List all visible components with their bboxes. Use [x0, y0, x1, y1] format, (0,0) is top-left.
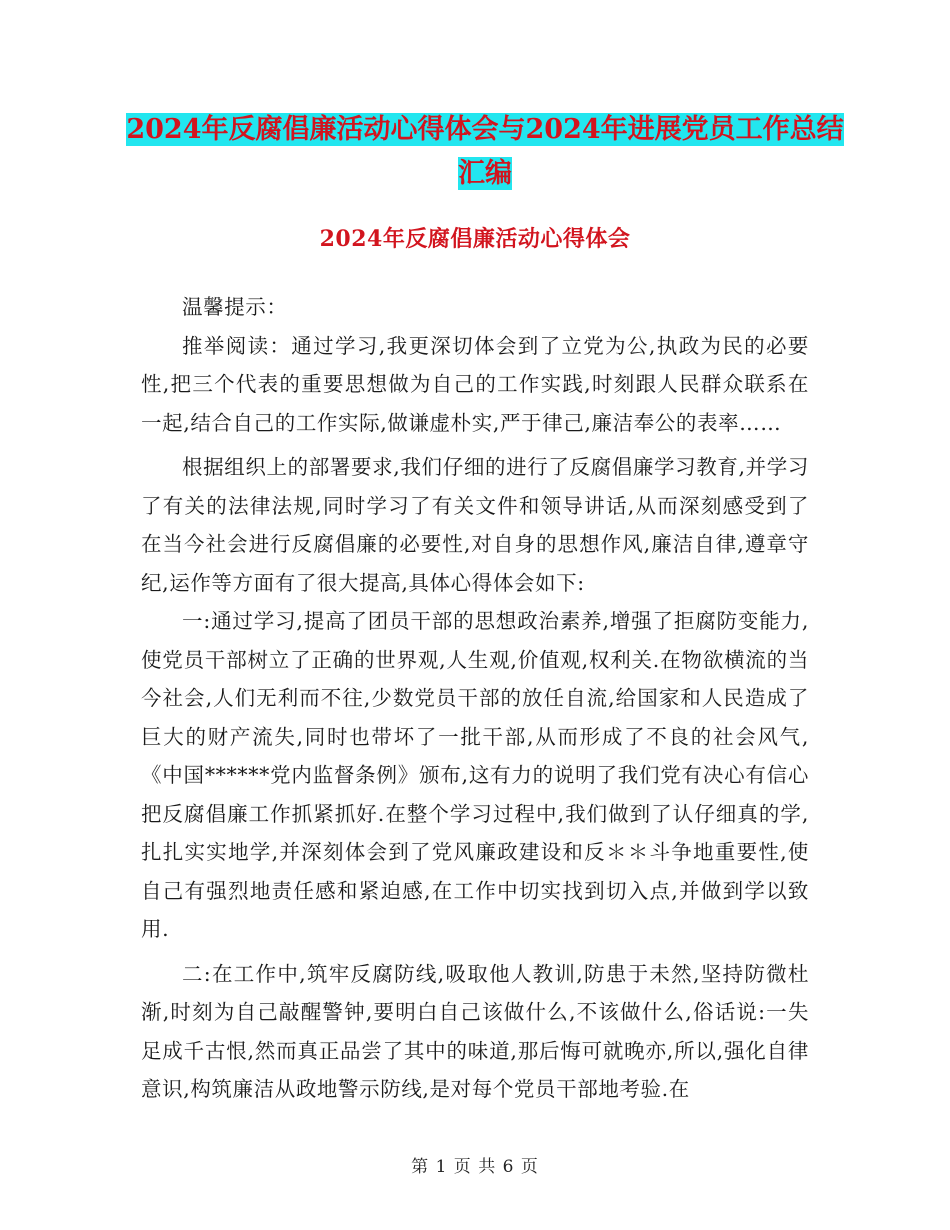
- document-title-text: 2024年反腐倡廉活动心得体会与2024年进展党员工作总结汇编: [126, 114, 844, 189]
- document-body: [141, 288, 809, 1109]
- paragraph-intro: 根据组织上的部署要求,我们仔细的进行了反腐倡廉学习教育,并学习了有关的法律法规,同时学习了有关文件和领导讲话,从而深刻感受到了在当今社会进行反腐倡廉的必要性,对自身的思想作风,廉洁自律,遵章守纪,运作等方面有了很大提高,具体心得体会如下:: [141, 455, 809, 595]
- document-title: [120, 108, 850, 196]
- paragraph-point-one: 一:通过学习,提高了团员干部的思想政治素养,增强了拒腐防变能力,使党员干部树立了正确的世界观,人生观,价值观,权利关.在物欲横流的当今社会,人们无利而不往,少数党员干部的放任自流,给国家和人民造成了巨大的财产流失,同时也带坏了一批干部,从而形成了不良的社会风气,《中国******党内监督条例》颁布,这有力的说明了我们党有决心有信心把反腐倡廉工作抓紧抓好.在整个学习过程中,我们做到了认仔细真的学,扎扎实实地学,并深刻体会到了党风廉政建设和反＊＊斗争地重要性,使自己有强烈地责任感和紧迫感,在工作中切实找到切入点,并做到学以致用.: [141, 609, 809, 941]
- section-title: 2024年反腐倡廉活动心得体会: [319, 226, 631, 252]
- paragraph-recommend: 推举阅读：通过学习,我更深切体会到了立党为公,执政为民的必要性,把三个代表的重要思想做为自己的工作实践,时刻跟人民群众联系在一起,结合自己的工作实际,做谦虚朴实,严于律己,廉洁奉公的表率……: [141, 333, 809, 435]
- paragraph-point-two: 二:在工作中,筑牢反腐防线,吸取他人教训,防患于未然,坚持防微杜渐,时刻为自己敲醒警钟,要明白自己该做什么,不该做什么,俗话说:一失足成千古恨,然而真正品尝了其中的味道,那后悔可就晚亦,所以,强化自律意识,构筑廉洁从政地警示防线,是对每个党员干部地考验.在: [141, 961, 809, 1101]
- paragraph-tip: 温馨提示：: [182, 295, 288, 319]
- page-footer: 第 1 页 共 6 页: [411, 1157, 539, 1177]
